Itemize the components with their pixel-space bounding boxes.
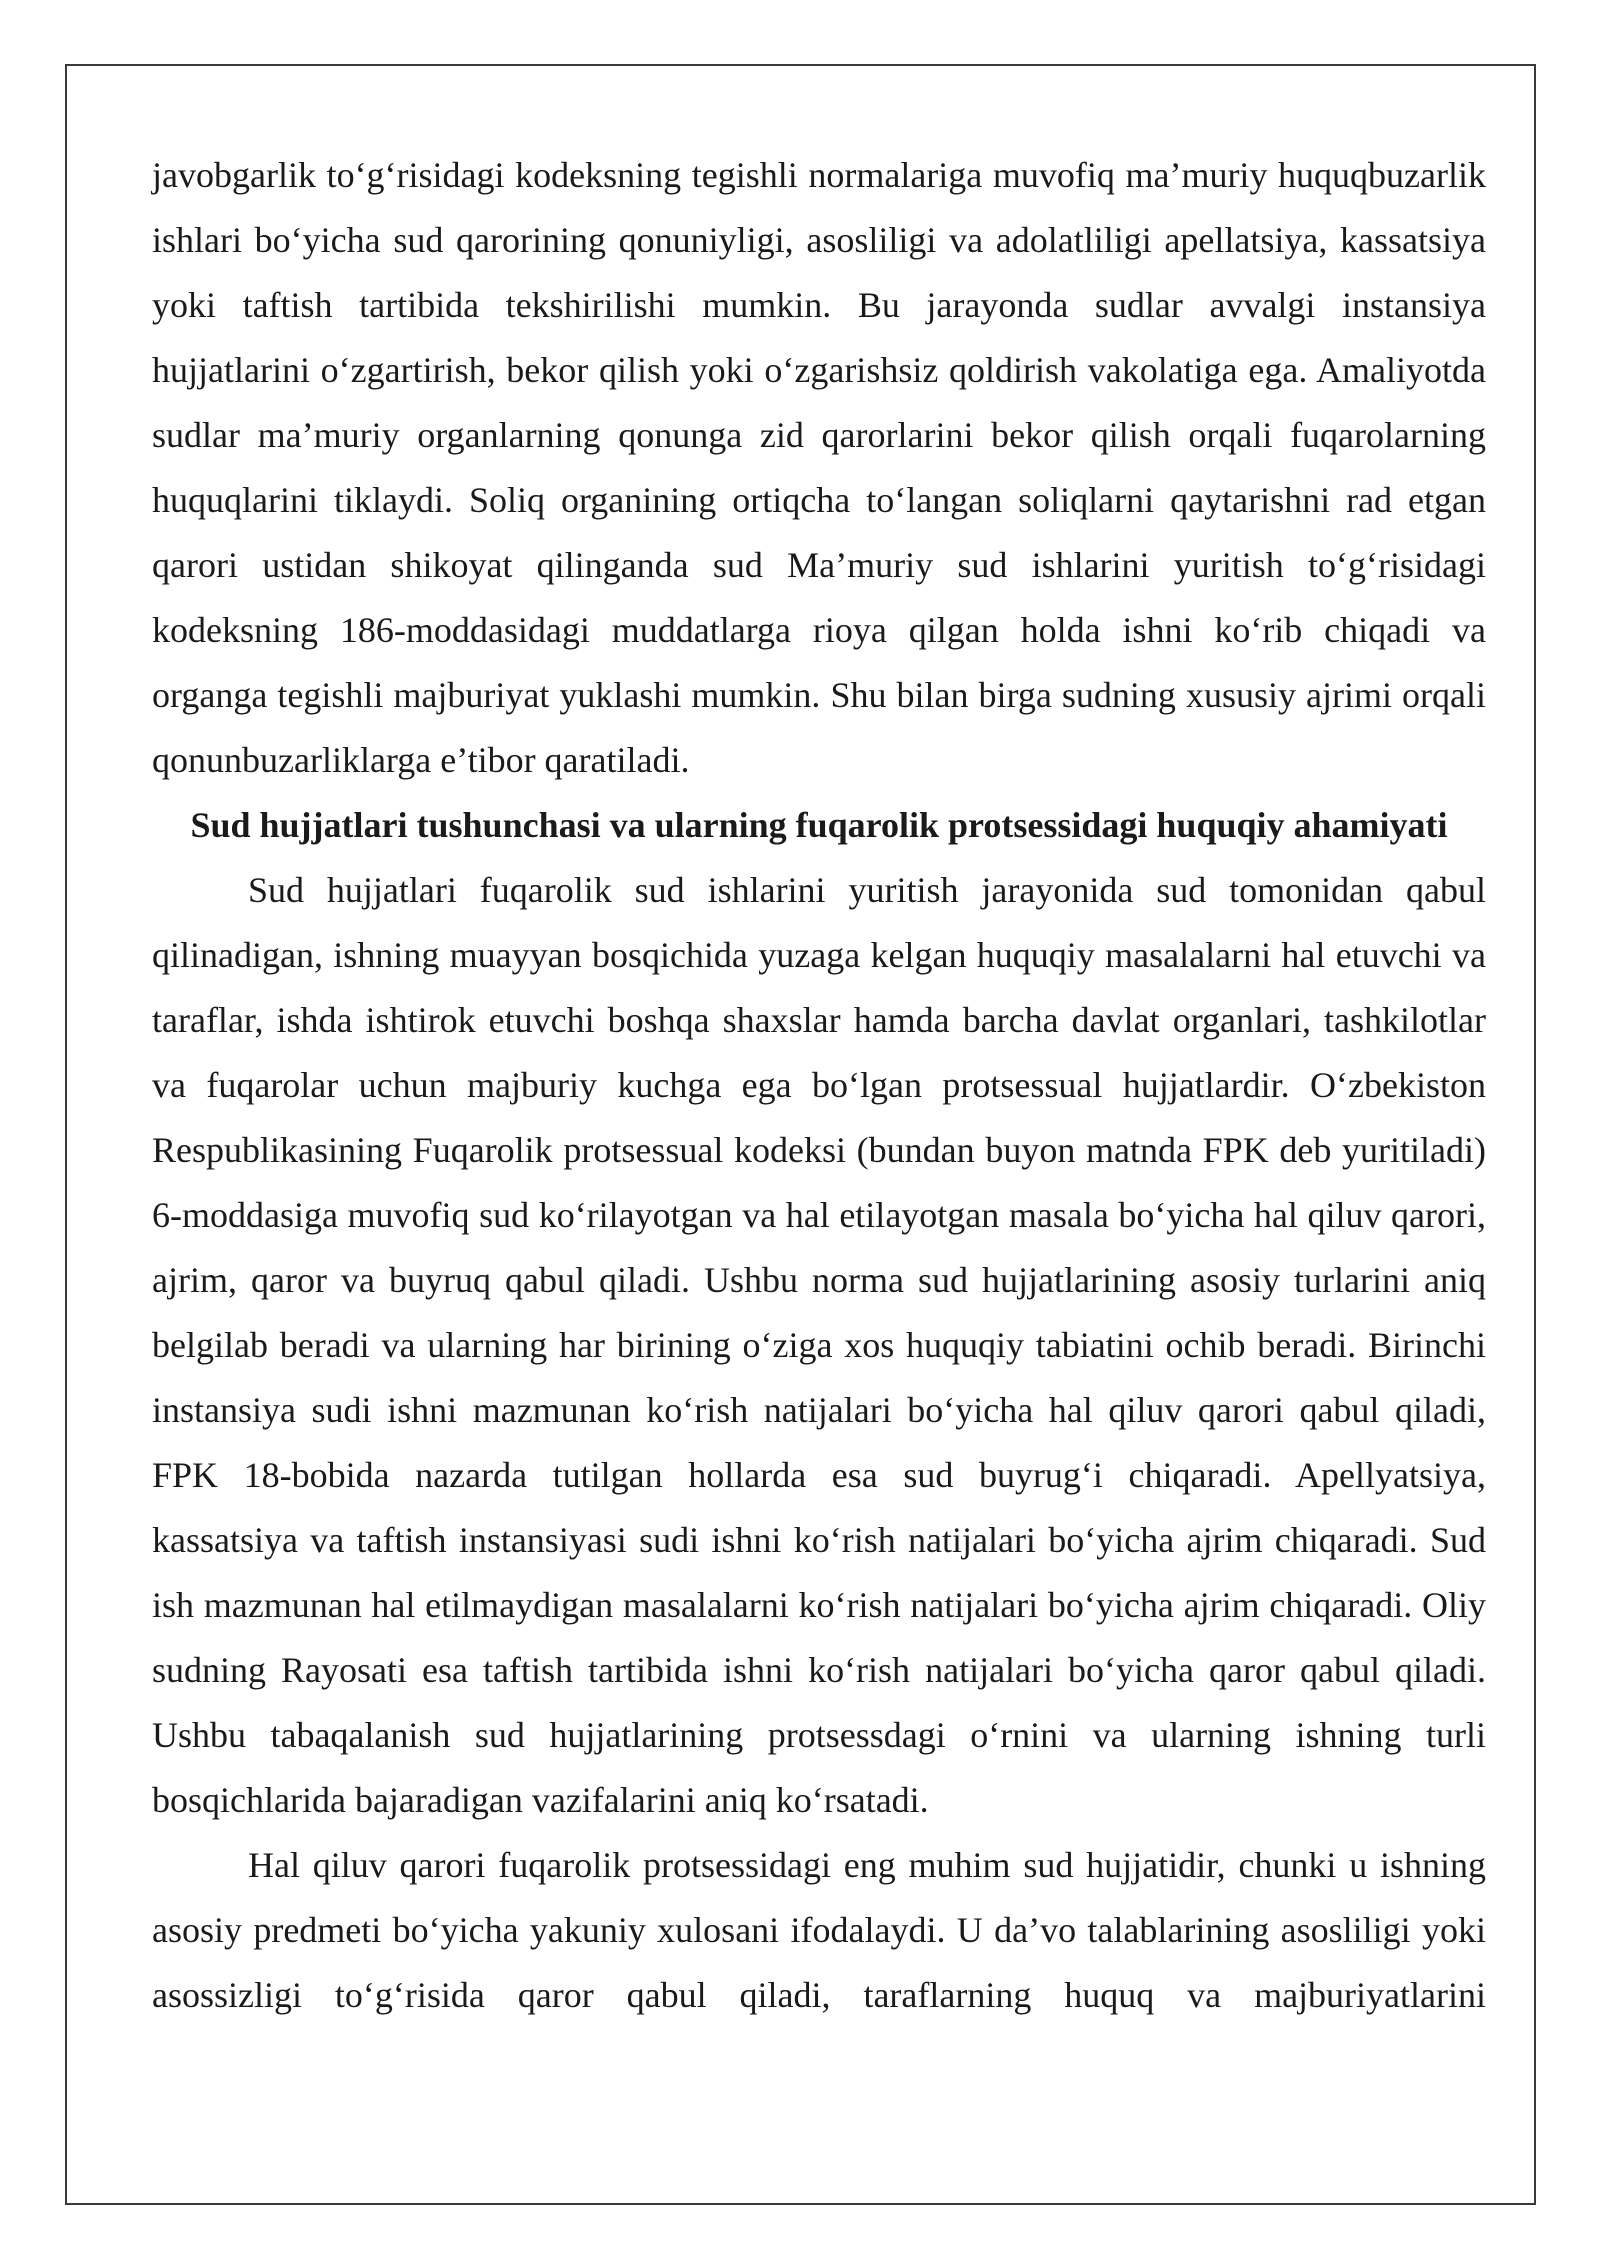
section-heading: Sud hujjatlari tushunchasi va ularning fuqarolik protsessidagi huquqiy ahamiyati [190, 805, 1448, 845]
document-body [152, 143, 1486, 2028]
paragraph-1: javobgarlik to‘g‘risidagi kodeksning tegishli normalariga muvofiq ma’muriy huquqbuzarlik ishlari bo‘yicha sud qarorining qonuniyligi, asosliligi va adolatliligi apellatsiya, kassatsiya yoki taftish tartibida tekshirilishi mumkin. Bu jarayonda sudlar avvalgi instansiya hujjatlarini o‘zgartirish, bekor qilish yoki o‘zgarishsiz qoldirish vakolatiga ega. Amaliyotda sudlar ma’muriy organlarning qonunga zid qarorlarini bekor qilish orqali fuqarolarning huquqlarini tiklaydi. Soliq organining ortiqcha to‘langan soliqlarni qaytarishni rad etgan qarori ustidan shikoyat qilinganda sud Ma’muriy sud ishlarini yuritish to‘g‘risidagi kodeksning 186-moddasidagi muddatlarga rioya qilgan holda ishni ko‘rib chiqadi va organga tegishli majburiyat yuklashi mumkin. Shu bilan birga sudning xususiy ajrimi orqali qonunbuzarliklarga e’tibor qaratiladi. [152, 155, 1486, 780]
paragraph-3: Hal qiluv qarori fuqarolik protsessidagi eng muhim sud hujjatidir, chunki u ishning asosiy predmeti bo‘yicha yakuniy xulosani ifodalaydi. U da’vo talablarining asosliligi yoki asossizligi to‘g‘risida qaror qabul qiladi, taraflarning huquq va majburiyatlarini [152, 1845, 1486, 2015]
paragraph-2: Sud hujjatlari fuqarolik sud ishlarini yuritish jarayonida sud tomonidan qabul qilinadigan, ishning muayyan bosqichida yuzaga kelgan huquqiy masalalarni hal etuvchi va taraflar, ishda ishtirok etuvchi boshqa shaxslar hamda barcha davlat organlari, tashkilotlar va fuqarolar uchun majburiy kuchga ega bo‘lgan protsessual hujjatlardir. O‘zbekiston Respublikasining Fuqarolik protsessual kodeksi (bundan buyon matnda FPK deb yuritiladi) 6-moddasiga muvofiq sud ko‘rilayotgan va hal etilayotgan masala bo‘yicha hal qiluv qarori, ajrim, qaror va buyruq qabul qiladi. Ushbu norma sud hujjatlarining asosiy turlarini aniq belgilab beradi va ularning har birining o‘ziga xos huquqiy tabiatini ochib beradi. Birinchi instansiya sudi ishni mazmunan ko‘rish natijalari bo‘yicha hal qiluv qarori qabul qiladi, FPK 18-bobida nazarda tutilgan hollarda esa sud buyrug‘i chiqaradi. Apellyatsiya, kassatsiya va taftish instansiyasi sudi ishni ko‘rish natijalari bo‘yicha ajrim chiqaradi. Sud ish mazmunan hal etilmaydigan masalalarni ko‘rish natijalari bo‘yicha ajrim chiqaradi. Oliy sudning Rayosati esa taftish tartibida ishni ko‘rish natijalari bo‘yicha qaror qabul qiladi. Ushbu tabaqalanish sud hujjatlarining protsessdagi o‘rnini va ularning ishning turli bosqichlarida bajaradigan vazifalarini aniq ko‘rsatadi. [152, 870, 1486, 1820]
